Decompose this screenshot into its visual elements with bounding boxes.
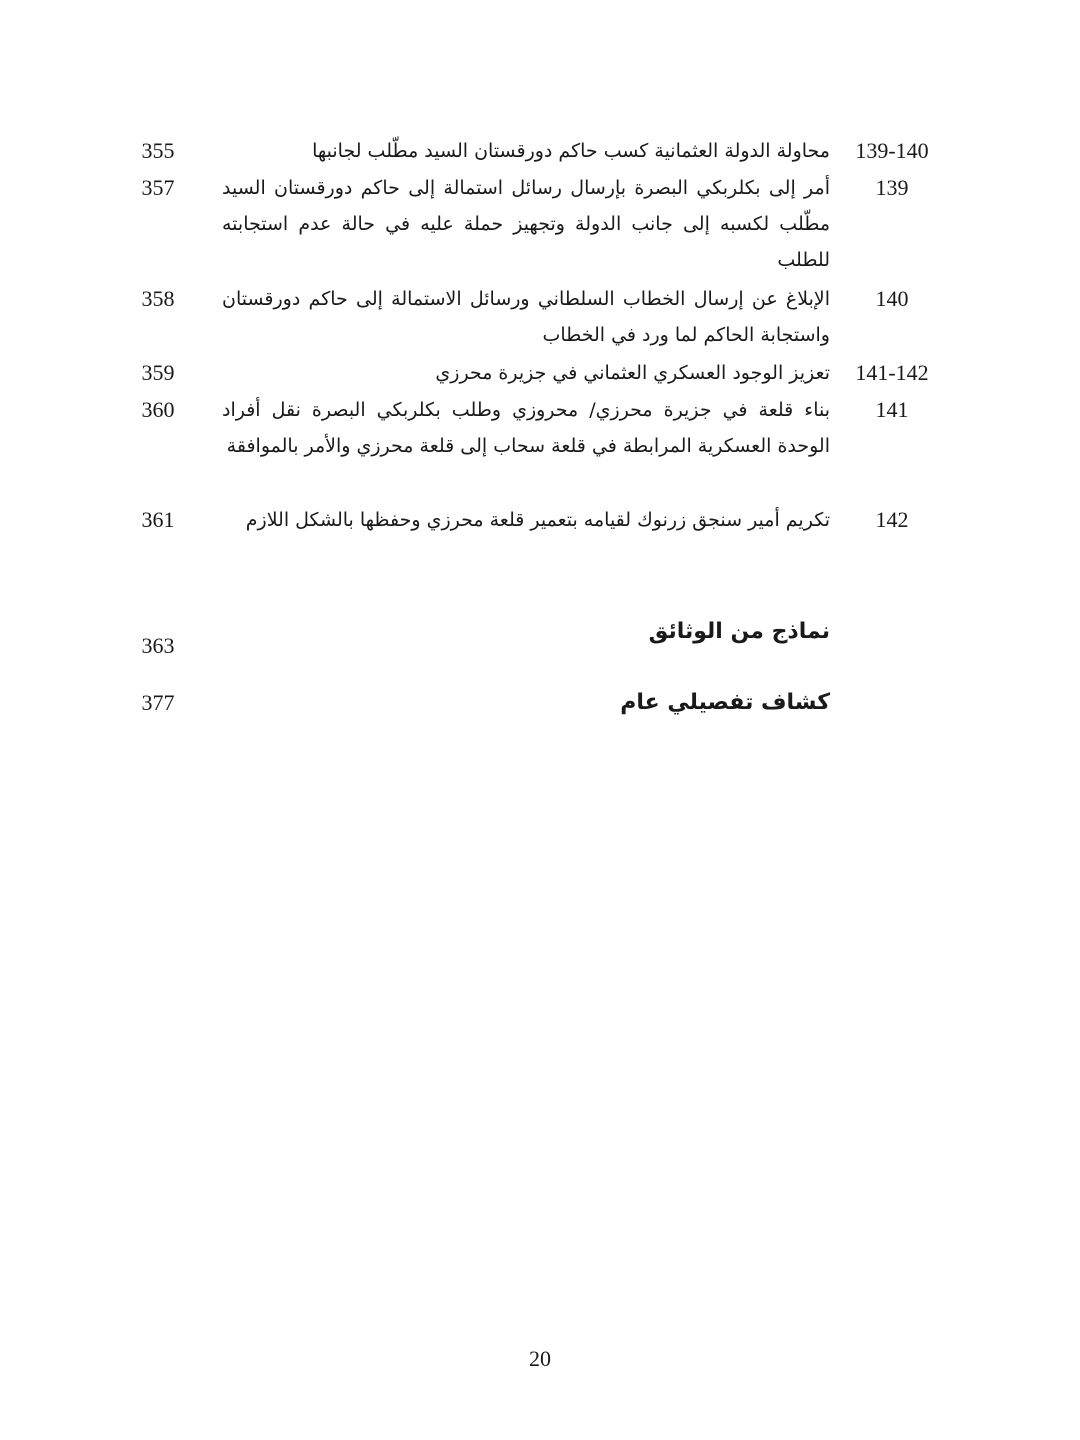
entry-title: الإبلاغ عن إرسال الخطاب السلطاني ورسائل الاستمالة إلى حاكم دورقستان واستجابة الحاكم لما ورد في الخطاب [222, 288, 830, 346]
document-number: 142 [875, 507, 909, 532]
entry-page-number: 355 [141, 138, 175, 163]
entry-page-number: 360 [141, 397, 175, 422]
section-heading: كشاف تفصيلي عام [620, 690, 830, 715]
document-number: 140 [875, 286, 909, 311]
page-number: 20 [529, 1346, 551, 1371]
entry-page-number: 358 [141, 286, 175, 311]
entry-page-number: 357 [141, 175, 175, 200]
section-heading: نماذج من الوثائق [648, 619, 830, 644]
document-number: 141 [875, 397, 909, 422]
entry-title: بناء قلعة في جزيرة محرزي/ محروزي وطلب بكلربكي البصرة نقل أفراد الوحدة العسكرية المرابطة في قلعة سحاب إلى قلعة محرزي والأمر بالموافقة [222, 399, 830, 457]
entry-title: محاولة الدولة العثمانية كسب حاكم دورقستان السيد مطّلب لجانبها [312, 140, 830, 162]
entry-title: تعزيز الوجود العسكري العثماني في جزيرة محرزي [435, 362, 830, 384]
document-number: 139 [875, 175, 909, 200]
entry-page-number: 359 [141, 360, 175, 385]
entry-page-number: 361 [141, 507, 175, 532]
document-number: 139-140 [855, 138, 929, 163]
entry-title: أمر إلى بكلربكي البصرة بإرسال رسائل استمالة إلى حاكم دورقستان السيد مطّلب لكسبه إلى جانب الدولة وتجهيز حملة عليه في حالة عدم استجابته للطلب [222, 177, 830, 271]
entry-title: تكريم أمير سنجق زرنوك لقيامه بتعمير قلعة محرزي وحفظها بالشكل اللازم [245, 509, 830, 531]
document-number: 141-142 [855, 360, 929, 385]
section-page-number: 377 [141, 690, 175, 715]
section-page-number: 363 [141, 633, 175, 658]
